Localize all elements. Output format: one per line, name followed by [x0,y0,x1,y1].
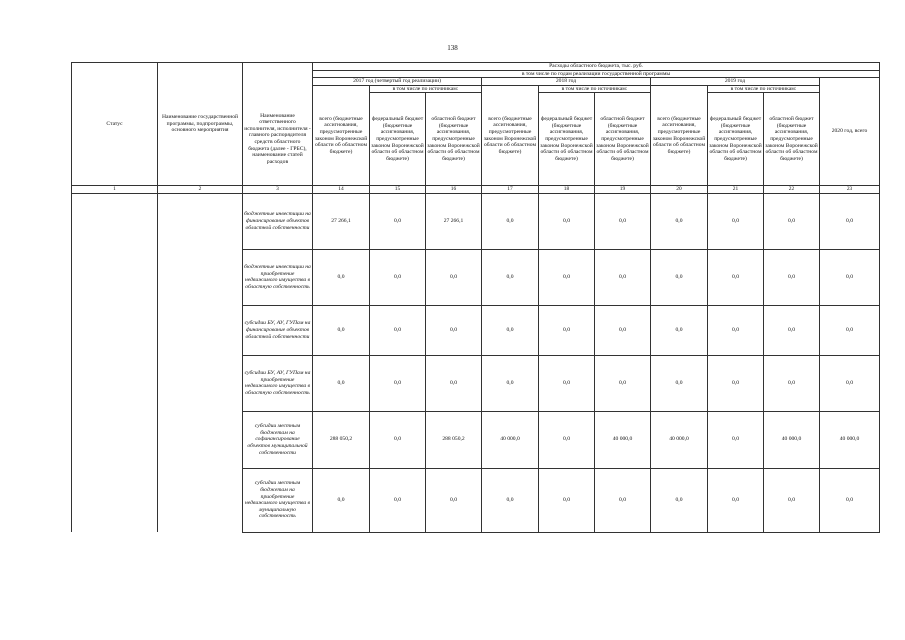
column-number: 18 [539,186,595,193]
cell-value: 0,0 [708,249,764,305]
cell-value: 0,0 [820,305,880,355]
cell-value: 0,0 [370,193,426,249]
header-2018-total: всего (бюджетные ассигнования, предусмотренные законом Воронежской области об областном бюджете) [482,85,539,186]
column-number: 1 [72,186,158,193]
header-2018-federal: федеральный бюджет (бюджетные ассигнования, предусмотренные законом Воронежской области об областном бюджете) [539,93,595,186]
budget-table [71,62,880,533]
cell-value: 0,0 [708,411,764,468]
cell-value: 0,0 [820,249,880,305]
cell-value: 27 266,1 [426,193,482,249]
header-2017-total: всего (бюджетные ассигнования, предусмотренные законом Воронежской области об областном бюджете) [313,85,370,186]
cell-value: 0,0 [764,468,820,532]
cell-value: 0,0 [708,468,764,532]
column-number: 16 [426,186,482,193]
header-2019-federal: федеральный бюджет (бюджетные ассигнования, предусмотренные законом Воронежской области об областном бюджете) [708,93,764,186]
cell-value: 0,0 [764,193,820,249]
header-year-2019: 2019 год [651,78,820,86]
column-number: 21 [708,186,764,193]
cell-value: 0,0 [595,249,651,305]
cell-value: 0,0 [595,305,651,355]
cell-value: 0,0 [651,193,708,249]
row-label: субсидии местным бюджетам на приобретение недвижимого имущества в муниципальную собственность [243,468,313,532]
cell-value: 0,0 [820,355,880,411]
cell-value: 0,0 [426,355,482,411]
cell-value: 0,0 [764,305,820,355]
cell-value: 0,0 [482,355,539,411]
header-year-2020: 2020 год, всего [820,78,880,186]
cell-value: 0,0 [651,355,708,411]
header-2019-regional: областной бюджет (бюджетные ассигнования, предусмотренные законом Воронежской области об областном бюджете) [764,93,820,186]
table-row [72,193,880,249]
cell-value: 0,0 [539,355,595,411]
cell-value: 0,0 [482,193,539,249]
status-cell [72,193,158,532]
column-number: 23 [820,186,880,193]
cell-value: 0,0 [313,305,370,355]
header-program-name: Наименование государственной программы, подпрограммы, основного мероприятия [158,63,243,186]
column-number: 17 [482,186,539,193]
cell-value: 0,0 [651,468,708,532]
cell-value: 0,0 [313,355,370,411]
cell-value: 0,0 [426,468,482,532]
program-name-cell [158,193,243,532]
header-by-years: в том числе по годам реализации государственной программы [313,70,880,78]
cell-value: 0,0 [426,249,482,305]
cell-value: 0,0 [764,249,820,305]
cell-value: 0,0 [595,193,651,249]
cell-value: 0,0 [370,305,426,355]
cell-value: 0,0 [370,468,426,532]
cell-value: 0,0 [539,193,595,249]
cell-value: 0,0 [595,468,651,532]
cell-value: 0,0 [426,305,482,355]
header-responsible: Наименование ответственного исполнителя, исполнителя - главного распорядителя средств областного бюджета (далее - ГРБС), наименование статей расходов [243,63,313,186]
page-number: 138 [447,44,458,52]
column-number: 22 [764,186,820,193]
row-label: субсидии БУ, АУ, ГУПам на приобретение недвижимого имущества в областную собственность [243,355,313,411]
header-2017-sources: в том числе по источникам: [370,85,482,93]
row-label: субсидии БУ, АУ, ГУПам на финансирование объектов областной собственности [243,305,313,355]
cell-value: 0,0 [370,411,426,468]
header-expenses-title: Расходы областного бюджета, тыс. руб. [313,63,880,71]
cell-value: 0,0 [820,468,880,532]
header-year-2018: 2018 год [482,78,651,86]
cell-value: 40 000,0 [764,411,820,468]
column-number: 14 [313,186,370,193]
cell-value: 0,0 [764,355,820,411]
header-2017-regional: областной бюджет (бюджетные ассигнования, предусмотренные законом Воронежской области об областном бюджете) [426,93,482,186]
cell-value: 0,0 [313,468,370,532]
row-label: бюджетные инвестиции на финансирование объектов областной собственности [243,193,313,249]
cell-value: 0,0 [482,468,539,532]
header-status: Статус [72,63,158,186]
column-number: 19 [595,186,651,193]
cell-value: 0,0 [482,249,539,305]
cell-value: 0,0 [313,249,370,305]
cell-value: 0,0 [820,193,880,249]
header-2017-federal: федеральный бюджет (бюджетные ассигнования, предусмотренные законом Воронежской области об областном бюджете) [370,93,426,186]
header-2018-sources: в том числе по источникам: [539,85,651,93]
cell-value: 40 000,0 [482,411,539,468]
cell-value: 0,0 [651,249,708,305]
column-number: 3 [243,186,313,193]
cell-value: 0,0 [595,355,651,411]
cell-value: 0,0 [539,411,595,468]
cell-value: 0,0 [482,305,539,355]
cell-value: 40 000,0 [820,411,880,468]
cell-value: 0,0 [370,355,426,411]
column-number-row [72,186,880,193]
cell-value: 27 266,1 [313,193,370,249]
row-label: субсидии местным бюджетам на софинансирование объектов муниципальной собственности [243,411,313,468]
column-number: 2 [158,186,243,193]
cell-value: 0,0 [708,355,764,411]
column-number: 20 [651,186,708,193]
header-2018-regional: областной бюджет (бюджетные ассигнования, предусмотренные законом Воронежской области об областном бюджете) [595,93,651,186]
header-2019-sources: в том числе по источникам: [708,85,820,93]
cell-value: 0,0 [651,305,708,355]
cell-value: 288 050,2 [426,411,482,468]
cell-value: 0,0 [539,468,595,532]
header-year-2017: 2017 год (четвертый год реализации) [313,78,482,86]
cell-value: 0,0 [539,249,595,305]
column-number: 15 [370,186,426,193]
cell-value: 288 050,2 [313,411,370,468]
cell-value: 0,0 [708,305,764,355]
row-label: бюджетные инвестиции на приобретение недвижимого имущества в областную собственность [243,249,313,305]
cell-value: 40 000,0 [595,411,651,468]
cell-value: 0,0 [708,193,764,249]
cell-value: 40 000,0 [651,411,708,468]
cell-value: 0,0 [539,305,595,355]
header-2019-total: всего (бюджетные ассигнования, предусмотренные законом Воронежской области об областном бюджете) [651,85,708,186]
cell-value: 0,0 [370,249,426,305]
